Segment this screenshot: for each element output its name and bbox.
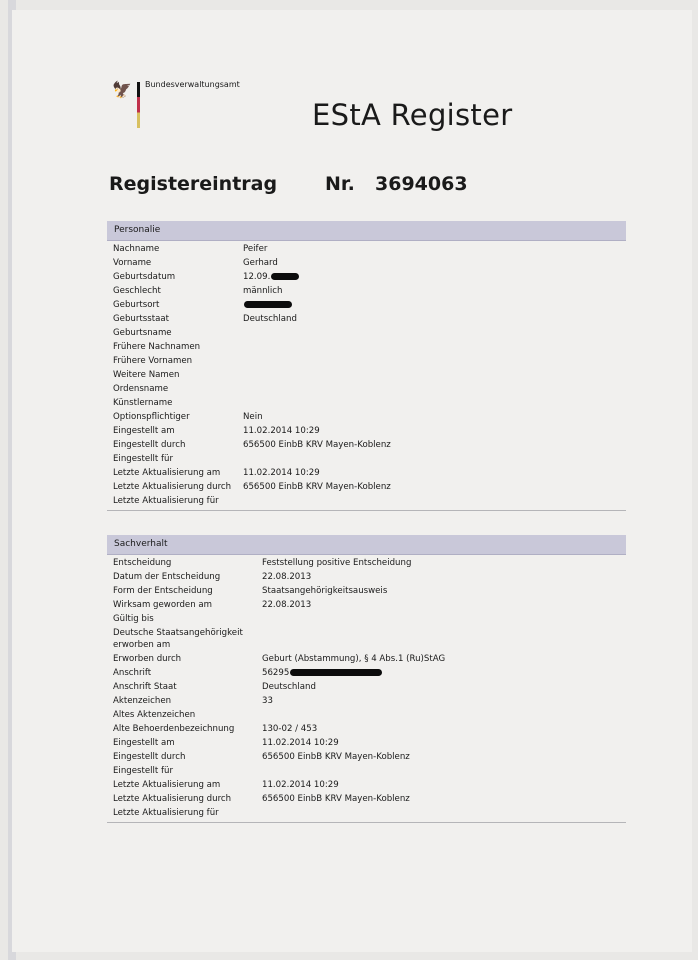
field-value [262,680,316,694]
table-row [107,736,626,750]
table-row [107,480,626,494]
section-personalie [107,221,626,511]
table-row [107,424,626,438]
flag-bar [137,82,140,128]
field-value-text: Feststellung positive Entscheidung [262,558,412,568]
redaction-mark [244,301,292,308]
field-label: Eingestellt durch [113,752,186,762]
field-value [243,270,299,284]
table-row [107,438,626,452]
field-value [262,666,382,680]
nr-label: Nr. [325,173,355,195]
field-value [262,792,410,806]
table-row [107,626,626,652]
field-value [262,736,339,750]
field-label: Entscheidung [113,558,172,568]
field-value [243,284,282,298]
federal-eagle-icon: 🦅 [112,80,132,99]
document-title: EStA Register [312,98,513,132]
field-label: Letzte Aktualisierung am [113,468,221,478]
table-row [107,284,626,298]
table-row [107,556,626,570]
field-label: Eingestellt am [113,738,175,748]
table-row [107,368,626,382]
field-label: Künstlername [113,398,173,408]
field-label: Letzte Aktualisierung für [113,496,219,506]
field-label: Optionspflichtiger [113,412,190,422]
field-label: Letzte Aktualisierung durch [113,482,232,492]
table-row [107,340,626,354]
field-value [243,480,391,494]
table-row [107,708,626,722]
field-value-text: 12.09. [243,272,271,282]
table-row [107,270,626,284]
field-value [262,556,411,570]
field-label: Geburtsname [113,328,172,338]
table-row [107,396,626,410]
field-value-text: Gerhard [243,258,278,268]
section-sachverhalt [107,535,626,823]
field-label: Datum der Entscheidung [113,572,221,582]
field-value-text: 656500 EinbB KRV Mayen-Koblenz [243,440,391,450]
field-label: Frühere Nachnamen [113,342,201,352]
table-row [107,778,626,792]
field-label: Deutsche Staatsangehörigkeit erworben am [113,628,243,650]
field-value [262,722,317,736]
table-row [107,764,626,778]
field-label: Geschlecht [113,286,161,296]
field-label: Nachname [113,244,160,254]
field-value [262,570,311,584]
personalie-rows [107,241,626,511]
field-value [262,778,339,792]
field-value-text: Peifer [243,244,268,254]
field-value-text: Geburt (Abstammung), § 4 Abs.1 (Ru)StAG [262,654,446,664]
field-label: Vorname [113,258,152,268]
table-row [107,382,626,396]
field-value [262,598,311,612]
field-value-text: männlich [243,286,283,296]
field-value [243,312,297,326]
nr-value: 3694063 [375,173,468,195]
field-label: Eingestellt am [113,426,175,436]
field-value-text: Nein [243,412,263,422]
field-value [243,242,267,256]
table-row [107,326,626,340]
field-label: Letzte Aktualisierung durch [113,794,232,804]
field-label: Eingestellt für [113,766,174,776]
table-row [107,570,626,584]
field-label: Ordensname [113,384,169,394]
field-value [262,584,387,598]
table-row [107,612,626,626]
field-value-text: 656500 EinbB KRV Mayen-Koblenz [243,482,391,492]
field-value-text: Deutschland [262,682,316,692]
field-label: Frühere Vornamen [113,356,193,366]
field-label: Geburtsort [113,300,160,310]
field-value-text: 33 [262,696,273,706]
field-value [262,694,273,708]
field-value [243,466,320,480]
field-label: Anschrift [113,668,152,678]
table-row [107,750,626,764]
table-row [107,298,626,312]
field-value-text: 56295 [262,668,290,678]
table-row [107,584,626,598]
field-value-text: 11.02.2014 10:29 [262,780,339,790]
redaction-mark [271,273,299,280]
table-row [107,452,626,466]
field-label: Geburtsdatum [113,272,176,282]
field-value [243,410,263,424]
field-label: Letzte Aktualisierung am [113,780,221,790]
field-value-text: Staatsangehörigkeitsausweis [262,586,388,596]
entry-label: Registereintrag [109,173,278,195]
field-label: Eingestellt für [113,454,174,464]
field-label: Eingestellt durch [113,440,186,450]
table-row [107,410,626,424]
field-label: Weitere Namen [113,370,180,380]
field-value [262,652,445,666]
field-label: Alte Behoerdenbezeichnung [113,724,235,734]
table-row [107,312,626,326]
field-value-text: 11.02.2014 10:29 [243,426,320,436]
field-value [243,438,391,452]
sachverhalt-rows [107,555,626,823]
field-label: Aktenzeichen [113,696,172,706]
field-value-text: 656500 EinbB KRV Mayen-Koblenz [262,752,410,762]
section-header: Personalie [107,221,626,241]
agency-name: Bundesverwaltungsamt [145,80,240,89]
table-row [107,354,626,368]
field-label: Anschrift Staat [113,682,177,692]
field-value-text: 11.02.2014 10:29 [243,468,320,478]
field-value-text: Deutschland [243,314,297,324]
table-row [107,242,626,256]
field-label: Letzte Aktualisierung für [113,808,219,818]
section-header: Sachverhalt [107,535,626,555]
field-label: Gültig bis [113,614,154,624]
field-value-text: 656500 EinbB KRV Mayen-Koblenz [262,794,410,804]
table-row [107,494,626,508]
field-label: Form der Entscheidung [113,586,213,596]
field-value [243,256,278,270]
table-row [107,694,626,708]
table-row [107,598,626,612]
table-row [107,652,626,666]
field-label: Altes Aktenzeichen [113,710,196,720]
field-value [243,424,320,438]
field-value-text: 22.08.2013 [262,600,312,610]
table-row [107,466,626,480]
field-value [243,298,292,312]
field-label: Erworben durch [113,654,182,664]
redaction-mark [290,669,382,676]
table-row [107,256,626,270]
field-label: Wirksam geworden am [113,600,213,610]
table-row [107,792,626,806]
field-value [262,750,410,764]
field-value-text: 22.08.2013 [262,572,312,582]
field-label: Geburtsstaat [113,314,169,324]
table-row [107,722,626,736]
field-value-text: 11.02.2014 10:29 [262,738,339,748]
table-row [107,806,626,820]
table-row [107,666,626,680]
field-value-text: 130-02 / 453 [262,724,318,734]
table-row [107,680,626,694]
